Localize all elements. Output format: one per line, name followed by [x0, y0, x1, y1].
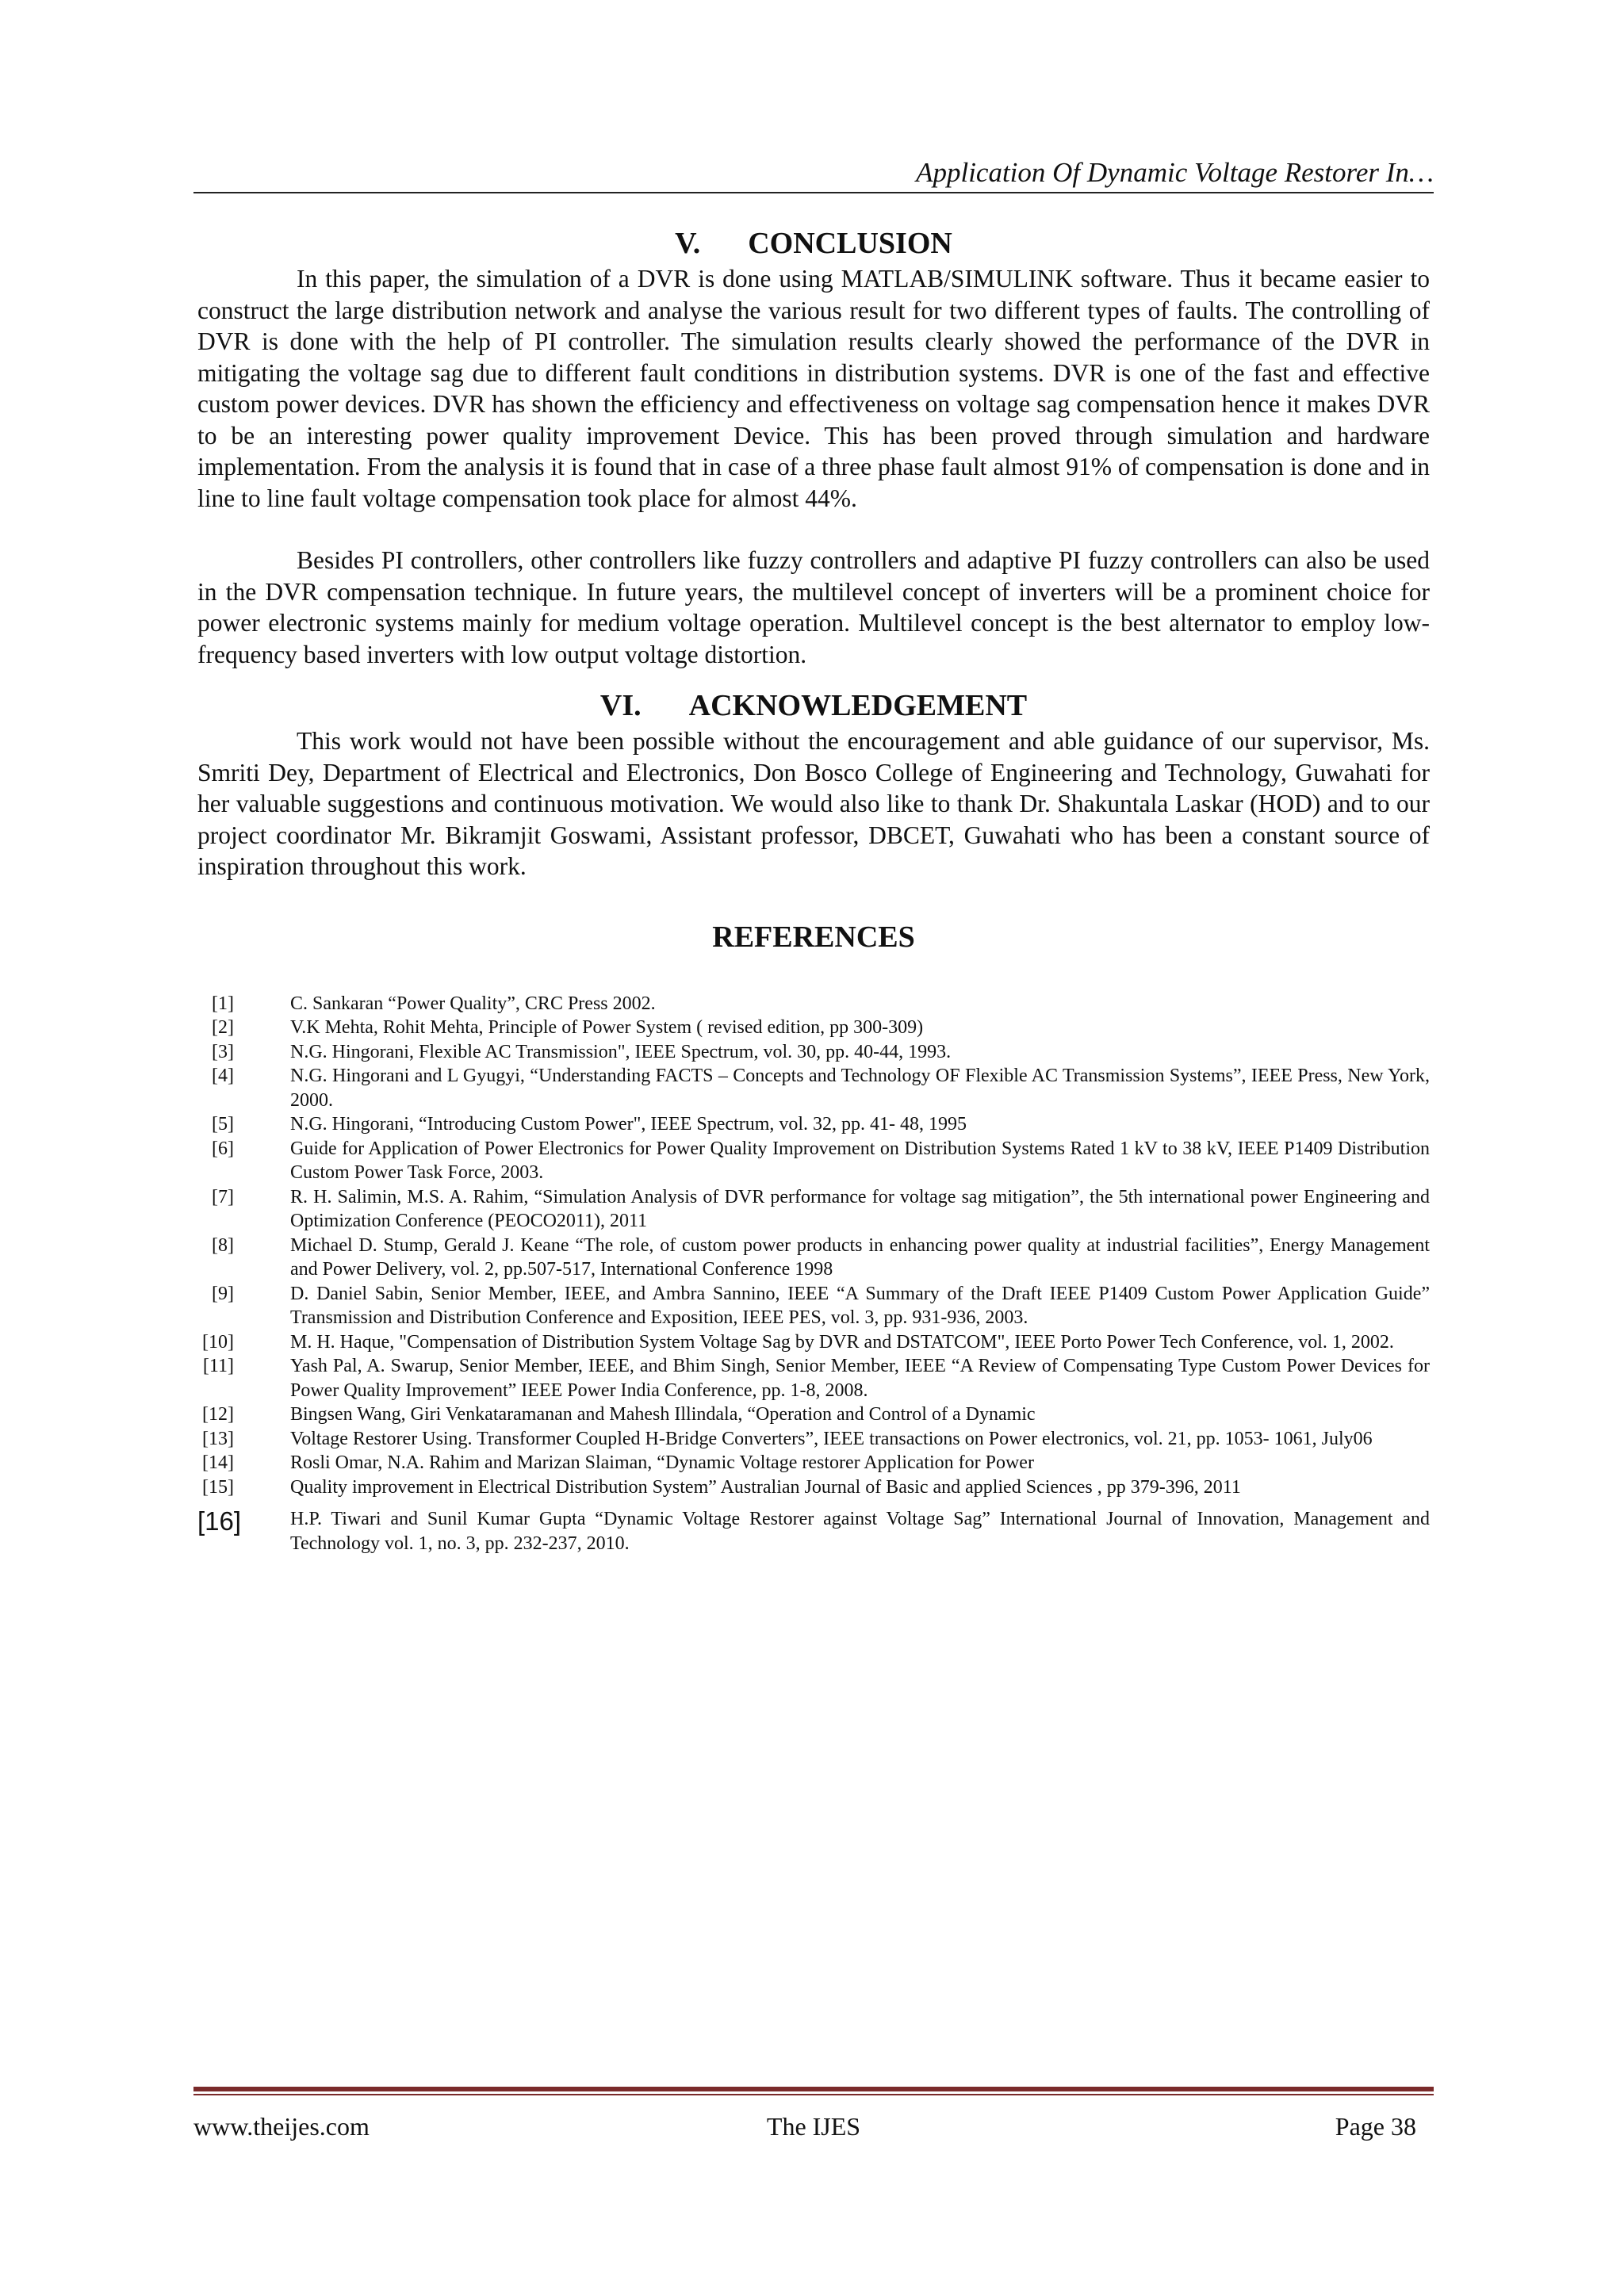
- section-title: CONCLUSION: [748, 227, 952, 260]
- reference-item: [197, 1330, 1430, 1355]
- reference-text: Yash Pal, A. Swarup, Senior Member, IEEE, and Bhim Singh, Senior Member, IEEE “A Review of Compensating Type Custom Power Devices for Power Quality Improvement” IEEE Power India Conference, pp. 1-8, 2008.: [290, 1356, 1430, 1401]
- reference-text: H.P. Tiwari and Sunil Kumar Gupta “Dynamic Voltage Restorer against Voltage Sag” International Journal of Innovation, Management and Technology vol. 1, no. 3, pp. 232-237, 2010.: [290, 1509, 1430, 1554]
- reference-number: [9]: [212, 1283, 234, 1304]
- reference-number: [6]: [212, 1138, 234, 1159]
- reference-item: [197, 1354, 1430, 1402]
- reference-text: M. H. Haque, "Compensation of Distribution System Voltage Sag by DVR and DSTATCOM", IEEE Porto Power Tech Conference, vol. 1, 2002.: [290, 1331, 1394, 1353]
- reference-item: [197, 1402, 1430, 1427]
- references-list: [197, 992, 1430, 1556]
- reference-number: [4]: [212, 1066, 234, 1086]
- reference-number: [5]: [212, 1114, 234, 1135]
- conclusion-paragraph: Besides PI controllers, other controllers like fuzzy controllers and adaptive PI fuzzy controllers can also be used in the DVR compensation technique. In future years, the multilevel concept of inverters will be a prominent choice for power electronic systems mainly for medium voltage operation. Multilevel concept is the best alternator to employ low-frequency based inverters with low output voltage distortion.: [197, 546, 1430, 668]
- reference-number: [8]: [212, 1234, 234, 1256]
- reference-item: [197, 1475, 1430, 1500]
- header-rule: [193, 192, 1434, 193]
- reference-text: N.G. Hingorani, “Introducing Custom Power", IEEE Spectrum, vol. 32, pp. 41- 48, 1995: [290, 1114, 967, 1135]
- reference-text: Quality improvement in Electrical Distribution System” Australian Journal of Basic and applied Sciences , pp 379-396, 2011: [290, 1476, 1241, 1498]
- reference-number: [12]: [202, 1404, 234, 1425]
- reference-number: [13]: [202, 1428, 234, 1449]
- reference-number: [10]: [202, 1331, 234, 1353]
- reference-number: [11]: [202, 1356, 234, 1376]
- footer-journal: The IJES: [766, 2112, 861, 2141]
- reference-text: Bingsen Wang, Giri Venkataramanan and Mahesh Illindala, “Operation and Control of a Dynamic: [290, 1404, 1036, 1425]
- section-title: ACKNOWLEDGEMENT: [688, 689, 1028, 722]
- reference-text: N.G. Hingorani, Flexible AC Transmission", IEEE Spectrum, vol. 30, pp. 40-44, 1993.: [290, 1041, 952, 1062]
- reference-item: [197, 1234, 1430, 1282]
- references-heading: REFERENCES: [712, 920, 915, 954]
- reference-number: [15]: [202, 1476, 234, 1498]
- reference-text: Michael D. Stump, Gerald J. Keane “The role, of custom power products in enhancing power quality at industrial facilities”, Energy Management and Power Delivery, vol. 2, pp.507-517, International Conference 1998: [290, 1234, 1430, 1280]
- reference-text: Rosli Omar, N.A. Rahim and Marizan Slaiman, “Dynamic Voltage restorer Application for Power: [290, 1452, 1034, 1473]
- conclusion-paragraph: In this paper, the simulation of a DVR is done using MATLAB/SIMULINK software. Thus it became easier to construct the large distribution network and analyse the various result for two different types of faults. The controlling of DVR is done with the help of PI controller. The simulation results clearly showed the performance of the DVR in mitigating the voltage sag due to different fault conditions in distribution systems. DVR is one of the fast and effective custom power devices. DVR has shown the efficiency and effectiveness on voltage sag compensation hence it makes DVR to be an interesting power quality improvement Device. This has been proved through simulation and hardware implementation. From the analysis it is found that in case of a three phase fault almost 91% of compensation is done and in line to line fault voltage compensation took place for almost 44%.: [197, 265, 1430, 512]
- reference-item: [197, 1427, 1430, 1452]
- reference-number: [14]: [202, 1452, 234, 1473]
- reference-text: Guide for Application of Power Electronics for Power Quality Improvement on Distribution Systems Rated 1 kV to 38 kV, IEEE P1409 Distribution Custom Power Task Force, 2003.: [290, 1138, 1430, 1183]
- footer-website: www.theijes.com: [193, 2112, 370, 2141]
- acknowledgement-heading: [197, 686, 1430, 725]
- footer-rule-thin: [193, 2094, 1434, 2095]
- section-number: VI.: [599, 689, 642, 722]
- reference-text: R. H. Salimin, M.S. A. Rahim, “Simulation Analysis of DVR performance for voltage sag mitigation”, the 5th international power Engineering and Optimization Conference (PEOCO2011), 2011: [290, 1186, 1430, 1231]
- reference-item: [197, 1185, 1430, 1234]
- reference-text: V.K Mehta, Rohit Mehta, Principle of Power System ( revised edition, pp 300-309): [290, 1017, 924, 1038]
- reference-item: [197, 1282, 1430, 1330]
- reference-text: Voltage Restorer Using. Transformer Coupled H-Bridge Converters”, IEEE transactions on Power electronics, vol. 21, pp. 1053- 1061, July06: [290, 1428, 1373, 1449]
- reference-item: [197, 1016, 1430, 1040]
- reference-number: [7]: [212, 1186, 234, 1207]
- reference-text: D. Daniel Sabin, Senior Member, IEEE, and Ambra Sannino, IEEE “A Summary of the Draft IEEE P1409 Custom Power Application Guide” Transmission and Distribution Conference and Exposition, IEEE PES, vol. 3, pp. 931-936, 2003.: [290, 1283, 1430, 1328]
- acknowledgement-paragraph: This work would not have been possible without the encouragement and able guidance of our supervisor, Ms. Smriti Dey, Department of Electrical and Electronics, Don Bosco College of Engineering and Technology, Guwahati for her valuable suggestions and continuous motivation. We would also like to thank Dr. Shakuntala Laskar (HOD) and to our project coordinator Mr. Bikramjit Goswami, Assistant professor, DBCET, Guwahati who has been a constant source of inspiration throughout this work.: [197, 727, 1430, 880]
- reference-number: [1]: [212, 993, 234, 1014]
- reference-item: [197, 1451, 1430, 1475]
- running-header: Application Of Dynamic Voltage Restorer In…: [916, 157, 1434, 188]
- reference-item: [197, 992, 1430, 1016]
- conclusion-heading: [197, 224, 1430, 263]
- reference-item: [197, 1137, 1430, 1185]
- reference-item: [197, 1112, 1430, 1137]
- reference-item: [197, 1507, 1430, 1556]
- reference-text: C. Sankaran “Power Quality”, CRC Press 2002.: [290, 993, 656, 1014]
- page-body: [197, 224, 1430, 1556]
- reference-number: [2]: [212, 1017, 234, 1038]
- section-number: V.: [675, 227, 701, 260]
- reference-number: [3]: [212, 1041, 234, 1062]
- reference-item: [197, 1040, 1430, 1065]
- reference-item: [197, 1064, 1430, 1112]
- reference-text: N.G. Hingorani and L Gyugyi, “Understanding FACTS – Concepts and Technology OF Flexible AC Transmission Systems”, IEEE Press, New York, 2000.: [290, 1066, 1430, 1111]
- footer-rule: [193, 2087, 1434, 2091]
- page-footer: [193, 2109, 1434, 2144]
- footer-page-number: Page 38: [1335, 2112, 1416, 2141]
- reference-number: [16]: [197, 1506, 242, 1536]
